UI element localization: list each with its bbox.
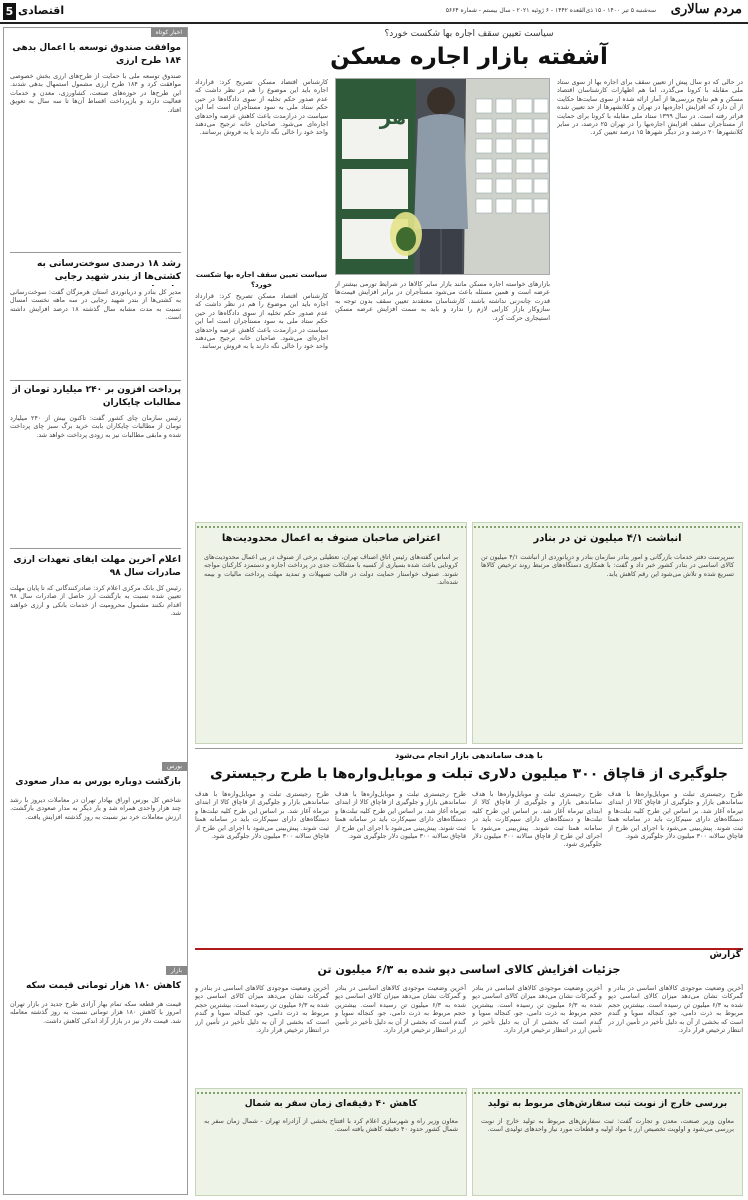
sidebar-news-title: رشد ۱۸ درصدی سوخت‌رسانی به کشتی‌ها از بندر شهید رجایی — [37, 259, 181, 282]
second-title: جلوگیری از قاچاق ۳۰۰ میلیون دلاری تبلت و موبایل‌واره‌ها با طرح رجیستری — [210, 766, 728, 782]
section-name: اقتصادی — [18, 4, 65, 17]
sidebar-bazar-title: کاهش ۱۸۰ هزار تومانی قیمت سکه — [26, 981, 181, 991]
second-body-col-4: طرح رجیستری تبلت و موبایل‌واره‌ها با هدف ساماندهی بازار و جلوگیری از قاچاق کالا از ابتدای تیرماه آغاز شد. بر اساس این طرح کلیه تبلت‌ها و دستگاه‌های دارای سیم‌کارت باید در سامانه همتا ثبت شوند. پیش‌بینی می‌شود با اجرای این طرح از قاچاق سالانه ۳۰۰ میلیون دلار جلوگیری شود. — [195, 790, 329, 841]
divider — [10, 548, 181, 549]
lead-body-col-left-top: کارشناس اقتصاد مسکن تصریح کرد: قرارداد اجاره باید این موضوع را هم در نظر داشت که عدم صدور حکم تخلیه از سوی دادگاه‌ها در حین حکم ستاد ملی به سود مستأجران است اما این سیاست در درازمدت باعث کاهش عرضه واحدهای اجاره‌ای می‌شود. صاحبان خانه ترجیح می‌دهند واحد خود را خالی نگه دارند یا به فروش برسانند. — [195, 78, 328, 137]
newspaper-logo: مردم سالاری — [670, 2, 742, 17]
sidebar-bourse-title: بازگشت دوباره بورس به مدار صعودی — [15, 777, 181, 787]
page-number: 5 — [3, 3, 16, 20]
sidebar-news-body: صندوق توسعه ملی با حمایت از طرح‌های ارزی بخش خصوصی موافقت کرد و ۱۸۴ طرح ارزی مشمول استمهال بدهی شدند. این طرح‌ها در حوزه‌های صنعت، کشاورزی، معدن و خدمات فعالیت دارند و بازپرداخت اقساط آن‌ها تا سه سال به تعویق افتاد. — [10, 72, 181, 114]
second-body-col-2: طرح رجیستری تبلت و موبایل‌واره‌ها با هدف ساماندهی بازار و جلوگیری از قاچاق کالا از ابتدای تیرماه آغاز شد. بر اساس این طرح کلیه تبلت‌ها و دستگاه‌های دارای سیم‌کارت باید در سامانه همتا ثبت شوند. پیش‌بینی می‌شود با اجرای این طرح از قاچاق سالانه ۳۰۰ میلیون دلار جلوگیری شود. — [472, 790, 602, 849]
lead-body-col-right: در حالی که دو سال پیش از تعیین سقف برای اجاره بها از سوی ستاد ملی مقابله با کرونا می‌گذرد، اما هم اظهارات کارشناسان اقتصاد مسکن و هم نتایج بررسی‌ها از آمار ارائه شده از سوی سایت‌ها حکایت از آن دارد که افزایش اجاره‌بها در تهران و کلانشهرها از حد تعیین شده فراتر رفته است. در سال ۱۳۹۹ ستاد ملی مقابله با کرونا برای حمایت از مستأجران سقف افزایش اجاره‌بها را در تهران ۲۵ درصد، در سایر کلانشهرها ۲۰ درصد و در دیگر شهرها ۱۵ درصد تعیین کرد. — [557, 78, 743, 137]
sidebar-news-body: رئیس کل بانک مرکزی اعلام کرد: صادرکنندگانی که تا پایان مهلت تعیین شده نسبت به بازگشت ارز حاصل از صادرات سال ۹۸ اقدام نکنند مشمول محرومیت از خدمات بانکی و ارزی خواهند شد. — [10, 584, 181, 618]
report-body-col-4: آخرین وضعیت موجودی کالاهای اساسی در بنادر و گمرکات نشان می‌دهد میزان کالای اساسی دپو شده به ۶/۳ میلیون تن رسیده است. بیشترین حجم مربوط به ذرت دامی، جو، کنجاله سویا و گندم است که بخشی از آن به دلیل تأخیر در تأمین ارز در انتظار ترخیص قرار دارد. — [195, 984, 329, 1035]
box-title: بررسی خارج از نوبت ثبت سفارش‌های مربوط به تولید — [487, 1099, 728, 1109]
divider — [10, 380, 181, 381]
issue-line: سه‌شنبه ۵ تیر ۱۴۰۰ - ۱۵ ذی‌القعده ۱۴۴۲ - ۶ ژوئیه ۲۰۲۱ - سال بیستم - شماره ۵۶۶۴ — [445, 7, 656, 14]
sidebar-tag-bourse: بورس — [162, 762, 187, 771]
photo-sign-text: فروش هر — [340, 81, 406, 129]
box-body: بر اساس گفته‌های رئیس اتاق اصناف تهران، تعطیلی برخی از صنوف در پی اعمال محدودیت‌های کرونایی باعث شده بسیاری از کسبه با مشکلات جدی در پرداخت اجاره و دستمزد کارکنان مواجه شوند. صنوف خواستار حمایت دولت در قالب تسهیلات و تمدید مهلت پرداخت مالیات و بیمه شده‌اند. — [204, 553, 458, 587]
lead-title: آشفته بازار اجاره مسکن — [330, 44, 608, 70]
box-body: معاون وزیر راه و شهرسازی اعلام کرد با افتتاح بخشی از آزادراه تهران - شمال زمان سفر به شمال کشور حدود ۴۰ دقیقه کاهش یافته است. — [204, 1117, 458, 1134]
sidebar-tag-short-news: اخبار کوتاه — [151, 28, 187, 37]
second-body-col-1: طرح رجیستری تبلت و موبایل‌واره‌ها با هدف ساماندهی بازار و جلوگیری از قاچاق کالا از ابتدای تیرماه آغاز شد. بر اساس این طرح کلیه تبلت‌ها و دستگاه‌های دارای سیم‌کارت باید در سامانه همتا ثبت شوند. پیش‌بینی می‌شود با اجرای این طرح از قاچاق سالانه ۳۰۰ میلیون دلار جلوگیری شود. — [608, 790, 743, 841]
box-title: کاهش ۴۰ دقیقه‌ای زمان سفر به شمال — [244, 1099, 418, 1109]
lead-body-col-left-bottom: کارشناس اقتصاد مسکن تصریح کرد: قرارداد اجاره باید این موضوع را هم در نظر داشت که عدم صدور حکم تخلیه از سوی دادگاه‌ها در حین حکم ستاد ملی به سود مستأجران است اما این سیاست در درازمدت باعث کاهش عرضه واحدهای اجاره‌ای می‌شود. صاحبان خانه ترجیح می‌دهند واحد خود را خالی نگه دارند یا به فروش برسانند. — [195, 292, 328, 351]
dot-border — [473, 1091, 742, 1095]
masthead — [0, 0, 748, 24]
lead-subhead: سیاست تعیین سقف اجاره بها شکست خورد؟ — [195, 271, 328, 289]
dot-border — [473, 525, 742, 529]
report-tag: گزارش — [709, 950, 741, 960]
box-body: سرپرست دفتر خدمات بازرگانی و امور بنادر سازمان بنادر و دریانوردی از انباشت ۴/۱ میلیون تن کالای اساسی در بنادر کشور خبر داد و گفت: با همکاری دستگاه‌های مرتبط روند ترخیص کالاها تسریع شده و تلاش می‌شود این رقم کاهش یابد. — [481, 553, 734, 578]
sidebar-news-body: رئیس سازمان چای کشور گفت: تاکنون بیش از ۲۴۰ میلیارد تومان از مطالبات چایکاران بابت خرید برگ سبز چای پرداخت شده و مابقی مطالبات نیز به زودی پرداخت خواهد شد. — [10, 414, 181, 439]
second-body-col-3: طرح رجیستری تبلت و موبایل‌واره‌ها با هدف ساماندهی بازار و جلوگیری از قاچاق کالا از ابتدای تیرماه آغاز شد. بر اساس این طرح کلیه تبلت‌ها و دستگاه‌های دارای سیم‌کارت باید در سامانه همتا ثبت شوند. پیش‌بینی می‌شود با اجرای این طرح از قاچاق سالانه ۳۰۰ میلیون دلار جلوگیری شود. — [335, 790, 466, 841]
divider — [195, 748, 743, 749]
report-title: جزئیات افزایش کالای اساسی دپو شده به ۶/۳ میلیون تن — [317, 963, 621, 976]
box-order-registration — [472, 1088, 743, 1196]
sidebar-bourse-body: شاخص کل بورس اوراق بهادار تهران در معاملات دیروز با رشد چند هزار واحدی همراه شد و بار دیگر به مدار صعودی بازگشت. ارزش معاملات خرد نیز نسبت به روز گذشته افزایش یافت. — [10, 796, 181, 821]
divider — [10, 252, 181, 253]
box-body: معاون وزیر صنعت، معدن و تجارت گفت: ثبت سفارش‌های مربوط به تولید خارج از نوبت بررسی می‌شود و اولویت تخصیص ارز با مواد اولیه و قطعات مورد نیاز واحدهای تولیدی است. — [481, 1117, 734, 1134]
report-body-col-1: آخرین وضعیت موجودی کالاهای اساسی در بنادر و گمرکات نشان می‌دهد میزان کالای اساسی دپو شده به ۶/۳ میلیون تن رسیده است. بیشترین حجم مربوط به ذرت دامی، جو، کنجاله سویا و گندم است که بخشی از آن به دلیل تأخیر در تأمین ارز در انتظار ترخیص قرار دارد. — [608, 984, 743, 1035]
report-bar — [195, 948, 743, 962]
box-title: اعتراض صاحبان صنوف به اعمال محدودیت‌ها — [221, 533, 441, 544]
dot-border — [196, 1091, 466, 1095]
sidebar — [3, 27, 188, 1195]
sidebar-news-title: اعلام آخرین مهلت ایفای تعهدات ارزی صادرات سال ۹۸ — [13, 555, 181, 578]
sidebar-news-title: پرداخت افزون بر ۲۴۰ میلیارد تومان از مطالبات چایکاران — [12, 385, 181, 408]
dot-border — [196, 525, 466, 529]
lead-body-col-middle: بازارهای خواسته اجاره مسکن مانند بازار سایر کالاها در شرایط تورمی بیشتر از عرضه است و همین مسئله باعث می‌شود مستأجران در برابر افزایش قیمت‌ها قدرت چانه‌زنی نداشته باشند. کارشناسان معتقدند تعیین سقف بدون توجه به سازوکار بازار کارایی لازم را ندارد و باید به سمت افزایش عرضه مسکن استیجاری حرکت کرد. — [335, 280, 550, 322]
sidebar-news-body: مدیر کل بنادر و دریانوردی استان هرمزگان گفت: سوخت‌رسانی به کشتی‌ها از بندر شهید رجایی در سه ماهه نخست امسال نسبت به مدت مشابه سال گذشته ۱۸ درصد افزایش داشته است. — [10, 288, 181, 322]
report-body-col-2: آخرین وضعیت موجودی کالاهای اساسی در بنادر و گمرکات نشان می‌دهد میزان کالای اساسی دپو شده به ۶/۳ میلیون تن رسیده است. بیشترین حجم مربوط به ذرت دامی، جو، کنجاله سویا و گندم است که بخشی از آن به دلیل تأخیر در تأمین ارز در انتظار ترخیص قرار دارد. — [472, 984, 602, 1035]
box-north-travel — [195, 1088, 467, 1196]
lead-kicker: سیاست تعیین سقف اجاره بها شکست خورد؟ — [384, 29, 554, 39]
report-body-col-3: آخرین وضعیت موجودی کالاهای اساسی در بنادر و گمرکات نشان می‌دهد میزان کالای اساسی دپو شده به ۶/۳ میلیون تن رسیده است. بیشترین حجم مربوط به ذرت دامی، جو، کنجاله سویا و گندم است که بخشی از آن به دلیل تأخیر در تأمین ارز در انتظار ترخیص قرار دارد. — [335, 984, 466, 1035]
box-guilds-protest — [195, 522, 467, 744]
box-title: انباشت ۴/۱ میلیون تن در بنادر — [533, 533, 682, 544]
sidebar-news-title: موافقت صندوق توسعه با اعمال بدهی ۱۸۴ طرح ارزی — [12, 43, 181, 66]
sidebar-tag-bazar: بازار — [166, 966, 187, 975]
sidebar-bazar-body: قیمت هر قطعه سکه تمام بهار آزادی طرح جدید در بازار تهران امروز با کاهش ۱۸۰ هزار تومانی نسبت به روز گذشته معامله شد. قیمت دلار نیز در بازار آزاد اندکی کاهش داشت. — [10, 1000, 181, 1025]
box-ports-stockpile — [472, 522, 743, 744]
second-kicker: با هدف ساماندهی بازار انجام می‌شود — [395, 751, 543, 760]
lead-photo — [335, 78, 550, 275]
